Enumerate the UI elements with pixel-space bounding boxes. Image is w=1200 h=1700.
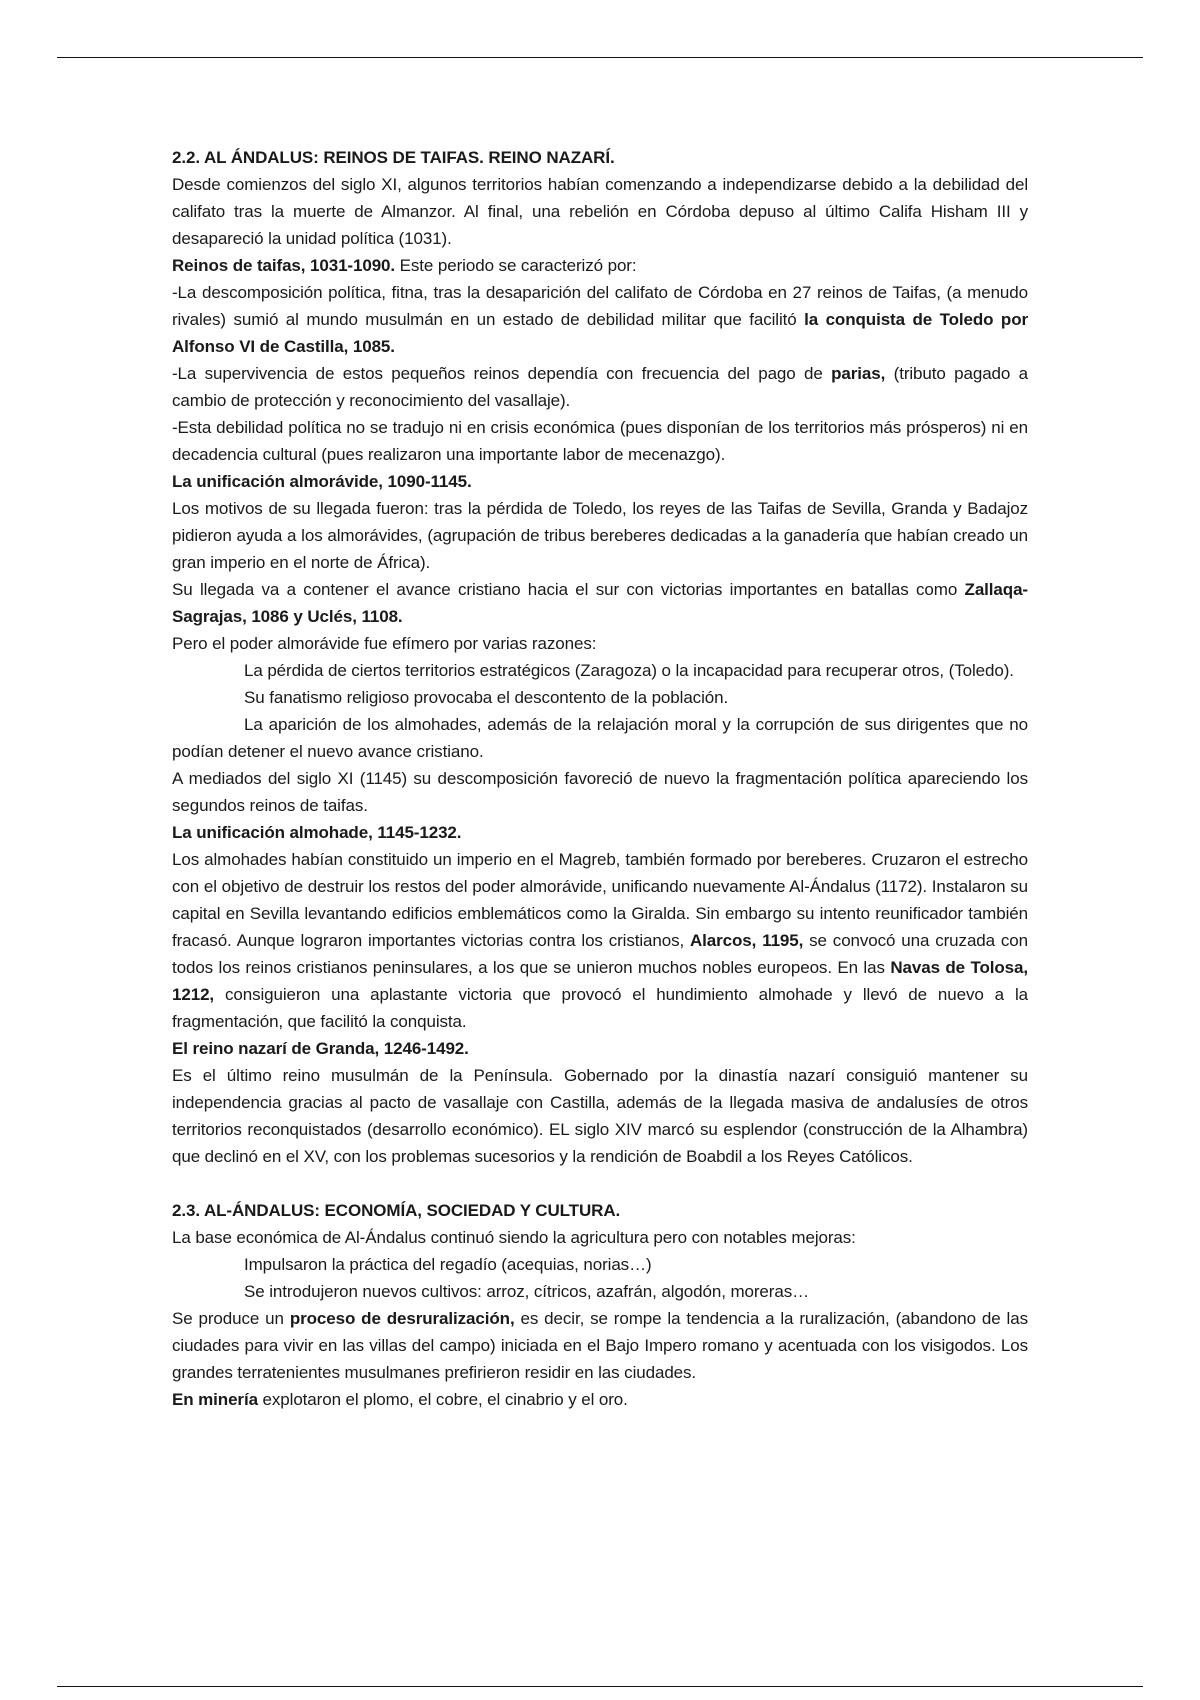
almohad-paragraph bbox=[172, 846, 1028, 1035]
almoravid-reason-3: La aparición de los almohades, además de la relajación moral y la corrupción de sus dirigentes que no podían detener el nuevo avance cristiano. bbox=[172, 715, 1028, 761]
section-heading-2-3: 2.3. AL-ÁNDALUS: ECONOMÍA, SOCIEDAD Y CULTURA. bbox=[172, 1201, 621, 1220]
bottom-rule bbox=[57, 1686, 1143, 1687]
taifas-point-3: -Esta debilidad política no se tradujo ni en crisis económica (pues disponían de los territorios más prósperos) ni en decadencia cultural (pues realizaron una importante labor de mecenazgo). bbox=[172, 418, 1028, 464]
economy-item-1: Impulsaron la práctica del regadío (acequias, norias…) bbox=[244, 1255, 652, 1274]
almohad-bold-1: Alarcos, 1195, bbox=[690, 931, 804, 950]
economy-paragraph-2-bold: proceso de desruralización, bbox=[289, 1309, 515, 1328]
taifas-point-2-rest: (tributo pagado a cambio de protección y reconocimiento del vasallaje). bbox=[172, 364, 1028, 410]
taifas-point-2-bold: parias, bbox=[831, 364, 886, 383]
section-heading-2-2: 2.2. AL ÁNDALUS: REINOS DE TAIFAS. REINO NAZARÍ. bbox=[172, 148, 615, 167]
top-rule bbox=[57, 57, 1143, 58]
economy-paragraph-3-bold: En minería bbox=[172, 1390, 258, 1409]
taifas-intro bbox=[172, 252, 1028, 279]
economy-paragraph-2-a: Se produce un bbox=[172, 1309, 290, 1328]
taifas-point-1-bold: la conquista de Toledo por Alfonso VI de Castilla, 1085. bbox=[172, 310, 1028, 356]
almoravid-paragraph-2-text: Su llegada va a contener el avance cristiano hacia el sur con victorias importantes en batallas como bbox=[172, 580, 965, 599]
taifas-point-1 bbox=[172, 279, 1028, 360]
almoravid-reason-1: La pérdida de ciertos territorios estratégicos (Zaragoza) o la incapacidad para recuperar otros, (Toledo). bbox=[244, 661, 1014, 680]
almoravid-paragraph-2-bold: Zallaqa-Sagrajas, 1086 y Uclés, 1108. bbox=[172, 580, 1028, 626]
almoravid-paragraph-2 bbox=[172, 576, 1028, 630]
almoravid-title: La unificación almorávide, 1090-1145. bbox=[172, 472, 472, 491]
economy-paragraph-2 bbox=[172, 1305, 1028, 1386]
economy-paragraph-3 bbox=[172, 1386, 1028, 1413]
almohad-text-c: consiguieron una aplastante victoria que provocó el hundimiento almohade y llevó de nuevo a la fragmentación, que facilitó la conquista. bbox=[172, 985, 1028, 1031]
taifas-point-2 bbox=[172, 360, 1028, 414]
almoravid-paragraph-1: Los motivos de su llegada fueron: tras la pérdida de Toledo, los reyes de las Taifas de Sevilla, Granda y Badajoz pidieron ayuda a los almorávides, (agrupación de tribus bereberes dedicadas a la ganadería que habían creado un gran imperio en el norte de África). bbox=[172, 499, 1028, 572]
taifas-point-1-text: -La descomposición política, fitna, tras la desaparición del califato de Córdoba en 27 reinos de Taifas, (a menudo rivales) sumió al mundo musulmán en un estado de debilidad militar que facilitó bbox=[172, 283, 1028, 329]
economy-paragraph-3-rest: explotaron el plomo, el cobre, el cinabrio y el oro. bbox=[257, 1390, 628, 1409]
taifas-title: Reinos de taifas, 1031-1090. bbox=[172, 256, 396, 275]
almoravid-paragraph-3: Pero el poder almorávide fue efímero por varias razones: bbox=[172, 634, 597, 653]
intro-paragraph: Desde comienzos del siglo XI, algunos territorios habían comenzando a independizarse debido a la debilidad del califato tras la muerte de Almanzor. Al final, una rebelión en Córdoba depuso al último Califa Hisham III y desapareció la unidad política (1031). bbox=[172, 175, 1028, 248]
economy-item-2: Se introdujeron nuevos cultivos: arroz, cítricos, azafrán, algodón, moreras… bbox=[244, 1282, 810, 1301]
taifas-point-2-text: -La supervivencia de estos pequeños reinos dependía con frecuencia del pago de bbox=[172, 364, 832, 383]
economy-paragraph-1: La base económica de Al-Ándalus continuó siendo la agricultura pero con notables mejoras: bbox=[172, 1228, 856, 1247]
nasrid-paragraph: Es el último reino musulmán de la Península. Gobernado por la dinastía nazarí consiguió mantener su independencia gracias al pacto de vasallaje con Castilla, además de la llegada masiva de andalusíes de otros territorios reconquistados (desarrollo económico). EL siglo XIV marcó su esplendor (construcción de la Alhambra) que declinó en el XV, con los problemas sucesorios y la rendición de Boabdil a los Reyes Católicos. bbox=[172, 1066, 1028, 1166]
almohad-text-a: Los almohades habían constituido un imperio en el Magreb, también formado por bereberes. Cruzaron el estrecho con el objetivo de destruir los restos del poder almorávide, unificando nuevamente Al-Ándalus (1172). Instalaron su capital en Sevilla levantando edificios emblemáticos como la Giralda. Sin embargo su intento reunificador también fracasó. Aunque lograron importantes victorias contra los cristianos, bbox=[172, 850, 1028, 950]
almohad-text-b: se convocó una cruzada con todos los reinos cristianos peninsulares, a los que se unieron muchos nobles europeos. En las bbox=[172, 931, 1028, 977]
almoravid-paragraph-4: A mediados del siglo XI (1145) su descomposición favoreció de nuevo la fragmentación política apareciendo los segundos reinos de taifas. bbox=[172, 769, 1028, 815]
document-body bbox=[172, 144, 1028, 1413]
taifas-lead: Este periodo se caracterizó por: bbox=[395, 256, 637, 275]
almohad-title: La unificación almohade, 1145-1232. bbox=[172, 823, 462, 842]
almohad-bold-2: Navas de Tolosa, 1212, bbox=[172, 958, 1029, 1004]
nasrid-title: El reino nazarí de Granda, 1246-1492. bbox=[172, 1039, 469, 1058]
economy-paragraph-2-b: es decir, se rompe la tendencia a la ruralización, (abandono de las ciudades para vivir en las villas del campo) iniciada en el Bajo Impero romano y acentuada con los visigodos. Los grandes terratenientes musulmanes prefirieron residir en las ciudades. bbox=[172, 1309, 1028, 1382]
almoravid-reason-2: Su fanatismo religioso provocaba el descontento de la población. bbox=[244, 688, 729, 707]
